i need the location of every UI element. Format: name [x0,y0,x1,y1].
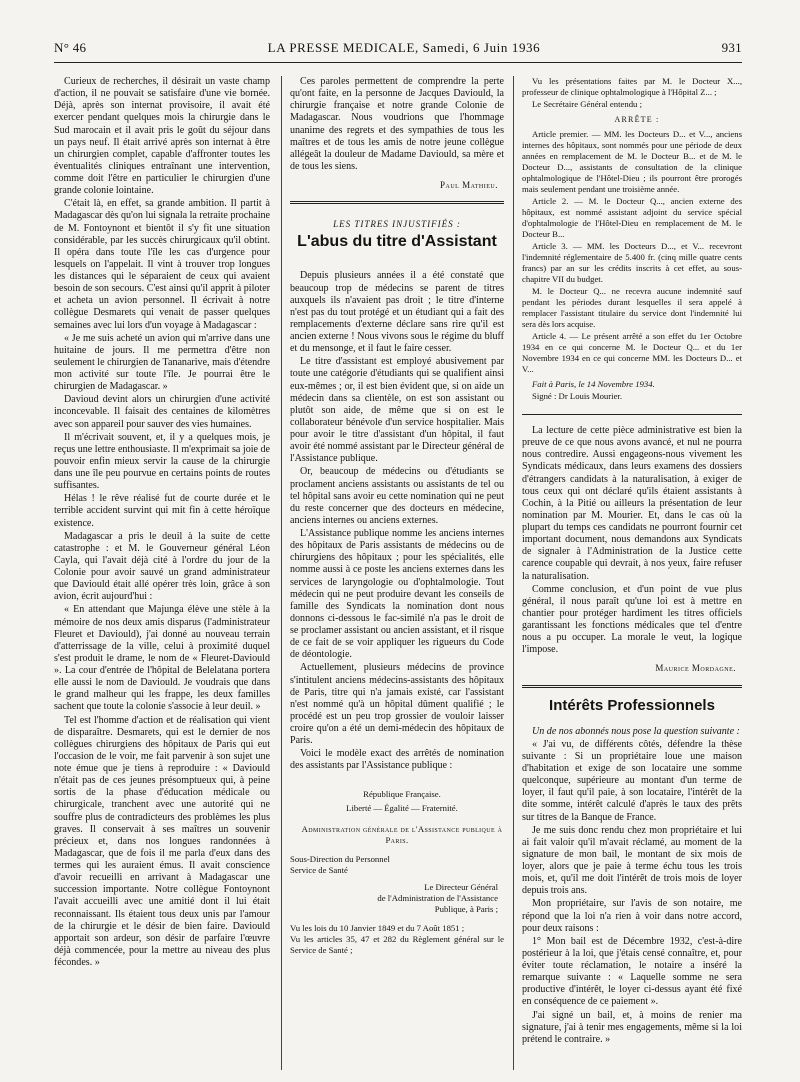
paragraph: Il m'écrivait souvent, et, il y a quelques mois, je reçus une lettre enthousiaste. Il m'exprimait sa joie de pouvoir enfin mieux servir la cause de la chirurgie dans une île peu pourvue en certains points de routes suffisantes. [54,431,270,492]
paragraph: Or, beaucoup de médecins ou d'étudiants se proclament anciens assistants ou assistants de tel ou tel hôpital sans avoir eu cette nomination qui ne peut du reste concerner que des docteurs en médecine, anciens internes ou anciens externes. [290,466,504,526]
column-2 [290,76,504,1070]
decree-article: Article 4. — Le présent arrêté a son effet du 1er Octobre 1934 en ce qui concerne M. le Docteur Q... et du 1er Novembre 1934 en ce qui concerne MM. les Docteurs D... et V... [522,331,742,374]
decree-subdirection: Sous-Direction du Personnel Service de Santé [290,853,390,875]
publication-title: LA PRESSE MEDICALE, Samedi, 6 Juin 1936 [267,40,541,55]
decree-article: Article 3. — MM. les Docteurs D..., et V... recevront l'indemnité réglementaire de 5.400 fr. (cinq mille quatre cents francs) par an sur les crédits inscrits à cet effet, au sous-chapitre VII du budget. [522,241,742,284]
decree-motto: Liberté — Égalité — Fraternité. [346,802,458,813]
paragraph: Ces paroles permettent de comprendre la perte qu'ont faite, en la personne de Jacques Daviould, la chirurgie française et notre grande Colonie de Madagascar. Nous voudrions que l'hommage unanime des regrets et des sympathies de tous les maîtres et de tous les amis de notre jeune collègue allégeât la douleur de Madame Daviould, sa mère et de tous les siens. [290,76,504,172]
paragraph: Curieux de recherches, il désirait un vaste champ d'action, il ne pouvait se satisfaire d'une vie bornée. Déjà, après son internat provisoire, il avait été exercer pendant quelques mois la chirurgie dans le Sud marocain et il avait pris le goût du séjour dans un pays neuf. Il était arrivé après son internat à être un chirurgien complet, capable d'affronter toutes les éventualités cliniques entraînant une intervention, comme doit l'être en particulier le chirurgien d'une grande colonie lointaine. [54,76,270,197]
divider [522,414,742,415]
page-header [54,40,742,59]
decree-director: Le Directeur Général de l'Administration de l'Assistance Publique, à Paris ; [377,881,498,914]
column-1 [54,76,270,1070]
paragraph: Davioud devint alors un chirurgien d'une activité inconcevable. Il faisait des centaines de kilomètres avec son appareil pour sauver des vies humaines. [54,394,270,430]
section-title: Intérêts Professionnels [549,696,715,714]
paragraph: La lecture de cette pièce administrative est bien la preuve de ce que nous avons avancé, et nul ne pourra nous contredire. Aussi engageons-nous vivement les Syndicats médicaux, dans leurs examens des dossiers d'étrangers candidats à la naturalisation, à exiger de tous ceux qui ont déclaré qu'ils étaient assistants à Cochin, à la Pitié ou ailleurs la présentation de leur nomination par M. Mourier. Et, dans le cas où la plupart du temps ces candidats ne pourront fournir cet important document, nous demandons aux Syndicats de signaler à l'Administration de la Justice cette carence coupable qui devrait, à nos yeux, faire refuser la naturalisation. [522,425,742,582]
author-signature: Maurice Mordagne. [655,663,736,674]
paragraph: C'était là, en effet, sa grande ambition. Il partit à Madagascar dès qu'on lui signala la retraite prochaine de M. Fontoynont et bientôt il s'y fit une situation considérable, par les succès chirurgicaux qu'il obtint. Il opéra dans toute l'île les cas d'urgence pour lesquels on l'appelait. Il vint à trouver trop longues les distances qui le séparaient de ceux qui avaient besoin de son secours. C'est ainsi qu'il apprit à piloter et acheta un avion personnel. Il écrivait à notre collègue Desmarets qui venait de passer quelques semaines avec lui lors d'un voyage à Madagascar : [54,198,270,331]
section-divider [522,685,742,688]
newspaper-page [54,40,742,1070]
paragraph: J'ai signé un bail, et, à moins de renier ma signature, j'ai à tenir mes engagements, même si la loi prétend le contraire. » [522,1009,742,1045]
column-3 [522,76,742,1070]
paragraph: Actuellement, plusieurs médecins de province s'intitulent anciens médecins-assistants des hôpitaux de Paris, titre qui n'a jamais existé, car l'assistant n'est nommé qu'à un hôpital dûment qualifié ; le procédé est un peu trop grossier de vouloir laisser croire qu'on a été un demi-médecin des hôpitaux de Paris. [290,662,504,747]
article-kicker: LES TITRES INJUSTIFIÉS : [333,219,461,230]
decree-administration: Administration générale de l'Assistance publique à Paris. [301,823,503,845]
section-intro: Un de nos abonnés nous pose la question suivante : [532,725,740,737]
paragraph: Le titre d'assistant est employé abusivement par toute une catégorie d'étudiants qui se qualifient ainsi eux-mêmes ; or, il est bien évident que, si on aide un médecin dans sa clientèle, on est son assistant ou plutôt son aide, de même que si on est le collaborateur bénévole d'un service hospitalier. Mais pour avoir le titre d'assistant d'un hôpital, il faut avoir été nommé assistant par le Directeur général de l'Assistance publique. [290,356,504,465]
paragraph: L'Assistance publique nomme les anciens internes des hôpitaux de Paris assistants de médecins ou de chirurgiens des hôpitaux ; pour les spécialités, elle nomme aussi à ce poste les anciens externes dans les services de laryngologie ou d'ophtalmologie. Tout médecin qui ne peut produire devant les conseils de famille des Syndicats la nomination dont nous donnons ci-dessous le fac-similé n'a pas le droit de se proclamer assistant ou ancien assistant, et il risque de ce fait de se voir appliquer les rigueurs du Code de déontologie. [290,528,504,661]
decree-article: Article 2. — M. le Docteur Q..., ancien externe des hôpitaux, est nommé assistant adjoint du service spécial d'ophtalmologie de l'Hôtel-Dieu en remplacement de M. le Docteur B... [522,196,742,239]
paragraph: Voici le modèle exact des arrêtés de nomination des assistants par l'Assistance publique : [290,748,504,772]
article-title: L'abus du titre d'Assistant [297,233,497,251]
paragraph: Je me suis donc rendu chez mon propriétaire et lui ai fait valoir qu'il m'avait réclamé, au moment de la signature de mon bail, le montant de six mois de loyer, alors que je paie à terme échu tous les trois mois, et, qu'il me doit l'intérêt de trois mois de loyer depuis trois ans. [522,824,742,897]
paragraph: Depuis plusieurs années il a été constaté que beaucoup trop de médecins se parent de titres auxquels ils n'avaient pas droit ; le titre d'interne n'est pas du tout protégé et un étudiant qui a fait des remplacements d'externe déclare sans rire qu'il est ancien externe ! Nous vivons sous le régime du bluff et du mensonge, et il faut le faire cesser. [290,270,504,355]
paragraph: « Je me suis acheté un avion qui m'arrive dans une huitaine de jours. Il me permettra d'être non seulement le chirurgien de Tananarive, mais d'étendre mon activité sur toute l'île. Je pourrai être le chirurgien de Madagascar. » [54,332,270,393]
paragraph: Mon propriétaire, sur l'avis de son notaire, me répond que la loi n'a rien à voir dans notre accord, pour deux raisons : [522,898,742,934]
decree-considerations: Vu les lois du 10 Janvier 1849 et du 7 Août 1851 ; Vu les articles 35, 47 et 282 du Règlement général sur le Service de Santé ; [290,922,504,955]
article-divider [290,201,504,204]
decree-line: Le Secrétaire Général entendu ; [532,99,642,109]
paragraph: Tel est l'homme d'action et de réalisation qui vient de disparaître. Desmarets, qui est le dernier de nos collègues chirurgiens des hôpitaux de Paris qui eut l'occasion de le voir, me fait parvenir à son sujet une note émue que je tiens à reproduire : « Daviould n'était pas de ces jeunes présomptueux qui, à peine sortis de la phase d'éducation médicale ou chirurgicale, tranchent avec une autorité qui ne souffre plus de contradicteurs des problèmes les plus graves. Il conservait à ses maîtres un souvenir précieux et, dans nos longues randonnées à Madagascar, que de fois il me parla d'eux dans des termes qui les auraient émus. Il avait conscience d'avoir recueilli en arrivant à Madagascar une succession importante. Notre collègue Fontoynont l'avait accueilli avec une amitié dont il lui était reconnaissant. Ils étaient tous deux unis par l'amour de la chirurgie et le désir de bien faire. Daviould apportait son ardeur, son désir de parfaire l'œuvre déjà commencée, pour la mettre au niveau des plus fécondes. » [54,714,270,968]
decree-republic: République Française. [363,788,441,799]
author-signature: Paul Mathieu. [439,180,498,190]
column-rule [281,76,282,1070]
paragraph: Hélas ! le rêve réalisé fut de courte durée et le terrible accident survint qui mit fin à cette héroïque existence. [54,493,270,529]
paragraph: « En attendant que Majunga élève une stèle à la mémoire de nos deux amis disparus (l'administrateur Fleuret et Daviould), j'ai donné au nouveau terrain d'atterrissage de la ville, celui à proximité duquel s'est produit le drame, le nom de « Fleuret-Daviould ». La cour d'entrée de l'hôpital de Belelatana portera elle aussi le nom de Daviould. Je voudrais que dans le grand malheur qui les frappe, les deux familles sachent que toute la colonie s'associe à leur deuil. » [54,604,270,713]
decree-line: Vu les présentations faites par M. le Docteur X..., professeur de clinique ophtalmologique à l'Hôpital Z... ; [522,76,742,97]
column-rule [513,76,514,1070]
decree-article: Article premier. — MM. les Docteurs D... et V..., anciens internes des hôpitaux, sont nommés pour une période de deux années en remplacement de M. le Docteur B... et de M. le Docteur D..., assistants de consultation de la clinique ophtalmologique de l'Hôtel-Dieu ; ils pourront être prorogés mais seulement pendant une troisième année. [522,129,742,194]
decree-signed: Signé : Dr Louis Mourier. [532,391,623,401]
decree-continuation [522,76,742,402]
header-rule [54,62,742,63]
decree-place-date: Fait à Paris, le 14 Novembre 1934. [532,379,655,389]
paragraph: Comme conclusion, et d'un point de vue plus général, il nous paraît qu'une loi est à mettre en chantier pour protéger hardiment les titres officiels garantissant les fonctions médicales que tel d'entre nous a pu occuper. La morale le veut, la logique l'impose. [522,583,742,656]
decree-arrete: ARRÊTE : [614,115,660,124]
paragraph: 1° Mon bail est de Décembre 1932, c'est-à-dire postérieur à la loi, que j'étais censé connaître, et, pour éviter toute réclamation, le notaire a inséré la remarque suivante : « Laquelle somme ne sera productive d'intérêt, le loyer ci-dessus ayant été fixé en conséquence de ce paiement ». [522,935,742,1008]
paragraph: Madagascar a pris le deuil à la suite de cette catastrophe : et M. le Gouverneur général Léon Cayla, qui l'avait déjà cité à l'ordre du jour de la Colonie pour avoir sauvé un grand administrateur que Daviould était allé opérer très loin, grâce à son avion, écrit aujourd'hui : [54,530,270,603]
decree-article: M. le Docteur Q... ne recevra aucune indemnité sauf pendant les périodes durant lesquelles il sera appelé à remplacer l'assistant titulaire du service dont l'indemnité lui sera dès lors acquise. [522,286,742,329]
page-number: 931 [721,40,742,55]
paragraph: « J'ai vu, de différents côtés, défendre la thèse suivante : Si un propriétaire loue une maison d'habitation et exige de son locataire une somme quelconque, supérieure au montant d'un terme de loyer, il faut qu'il paie, à son locataire, l'intérêt de la dite somme, intérêt calculé d'après le taux des prêts sur titres de la Banque de France. [522,738,742,823]
issue-number: N° 46 [54,40,87,55]
decree-facsimile [290,789,504,956]
